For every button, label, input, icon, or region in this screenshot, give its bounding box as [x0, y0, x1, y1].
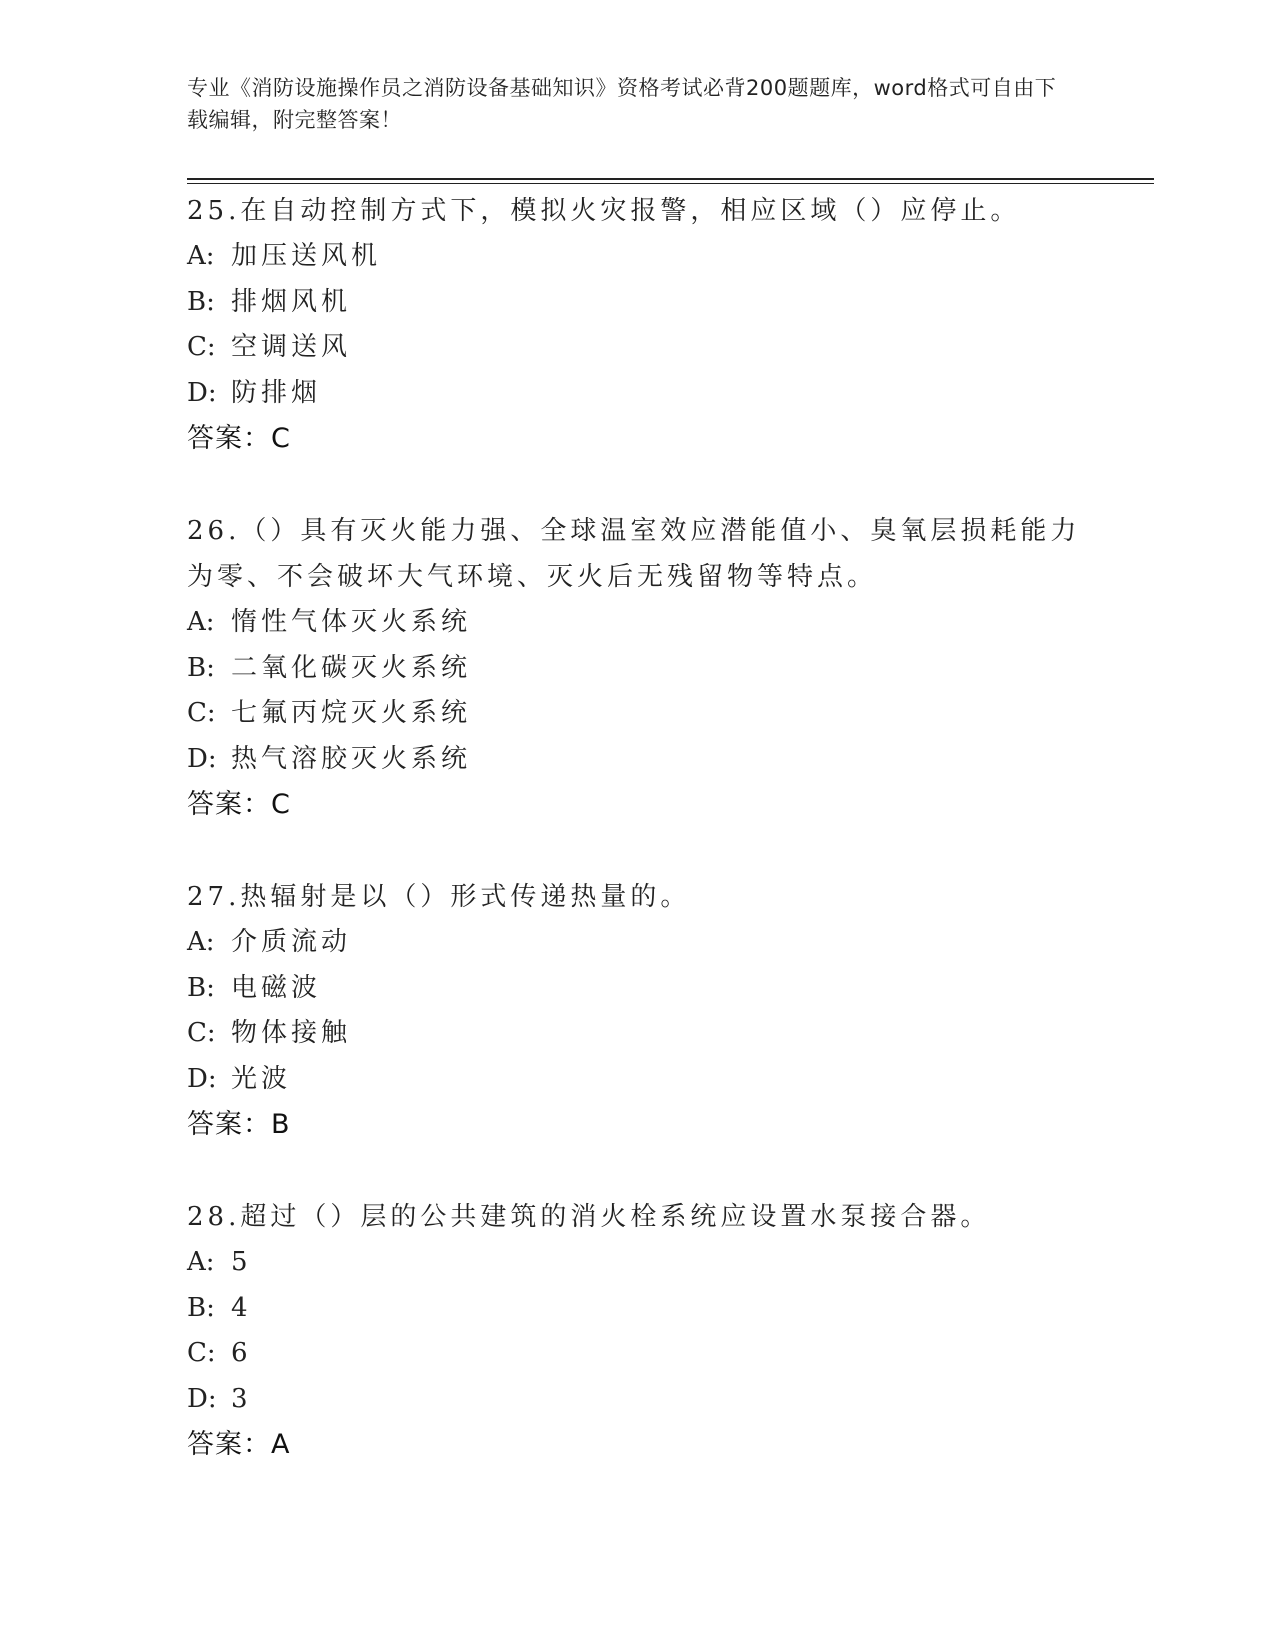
option-letter: C:	[187, 1338, 216, 1368]
option-letter: D:	[187, 1383, 217, 1414]
option-letter: A:	[187, 1247, 215, 1277]
question-text: 26.（）具有灭火能力强、全球温室效应潜能值小、臭氧层损耗能力为零、不会破坏大气环境、灭火后无残留物等特点。	[187, 516, 1081, 592]
option-letter: B:	[187, 652, 215, 683]
option-text: 光波	[231, 1063, 292, 1094]
answer-line: 答案：C	[187, 789, 291, 820]
option-b	[187, 646, 1087, 692]
option-text: 5	[231, 1247, 252, 1277]
option-d	[187, 371, 1087, 417]
option-text: 防排烟	[231, 377, 322, 408]
question-25	[187, 188, 1087, 462]
option-letter: B:	[187, 972, 215, 1003]
option-text: 加压送风机	[231, 241, 382, 271]
option-a	[187, 600, 1087, 646]
option-c	[187, 1011, 1087, 1057]
question-text: 25.在自动控制方式下，模拟火灾报警，相应区域（）应停止。	[187, 196, 1021, 226]
option-text: 电磁波	[231, 972, 322, 1003]
option-text: 热气溶胶灭火系统	[231, 743, 472, 774]
option-text: 介质流动	[231, 927, 352, 957]
option-a	[187, 920, 1087, 966]
option-letter: D:	[187, 377, 217, 408]
option-d	[187, 737, 1087, 783]
option-b	[187, 966, 1087, 1012]
question-text: 28.超过（）层的公共建筑的消火栓系统应设置水泵接合器。	[187, 1202, 991, 1232]
header-rule-thick	[187, 178, 1154, 180]
question-27	[187, 874, 1087, 1148]
option-letter: D:	[187, 1063, 217, 1094]
option-c	[187, 1331, 1087, 1377]
answer-line: 答案：B	[187, 1109, 291, 1140]
answer-line: 答案：A	[187, 1429, 291, 1460]
option-letter: B:	[187, 286, 215, 317]
option-c	[187, 325, 1087, 371]
option-letter: A:	[187, 927, 215, 957]
question-26	[187, 508, 1087, 828]
option-letter: A:	[187, 607, 215, 637]
option-letter: C:	[187, 332, 216, 362]
option-letter: D:	[187, 743, 217, 774]
question-list	[187, 188, 1087, 1514]
option-text: 二氧化碳灭火系统	[231, 652, 472, 683]
option-text: 七氟丙烷灭火系统	[231, 698, 472, 728]
option-a	[187, 234, 1087, 280]
option-letter: C:	[187, 698, 216, 728]
option-text: 惰性气体灭火系统	[231, 607, 472, 637]
option-letter: A:	[187, 241, 215, 271]
option-text: 物体接触	[231, 1018, 352, 1048]
option-b	[187, 1286, 1087, 1332]
option-letter: C:	[187, 1018, 216, 1048]
answer-line: 答案：C	[187, 423, 291, 454]
option-letter: B:	[187, 1292, 215, 1323]
header-rule-thin	[187, 183, 1154, 184]
document-header: 专业《消防设施操作员之消防设备基础知识》资格考试必背200题题库，word格式可自由下载编辑，附完整答案！	[187, 76, 1057, 132]
option-d	[187, 1057, 1087, 1103]
option-b	[187, 280, 1087, 326]
option-text: 排烟风机	[231, 286, 352, 317]
option-text: 6	[231, 1338, 252, 1368]
option-a	[187, 1240, 1087, 1286]
option-d	[187, 1377, 1087, 1423]
option-c	[187, 691, 1087, 737]
option-text: 空调送风	[231, 332, 352, 362]
question-text: 27.热辐射是以（）形式传递热量的。	[187, 882, 691, 912]
question-28	[187, 1194, 1087, 1468]
option-text: 3	[231, 1383, 252, 1414]
option-text: 4	[231, 1292, 252, 1323]
